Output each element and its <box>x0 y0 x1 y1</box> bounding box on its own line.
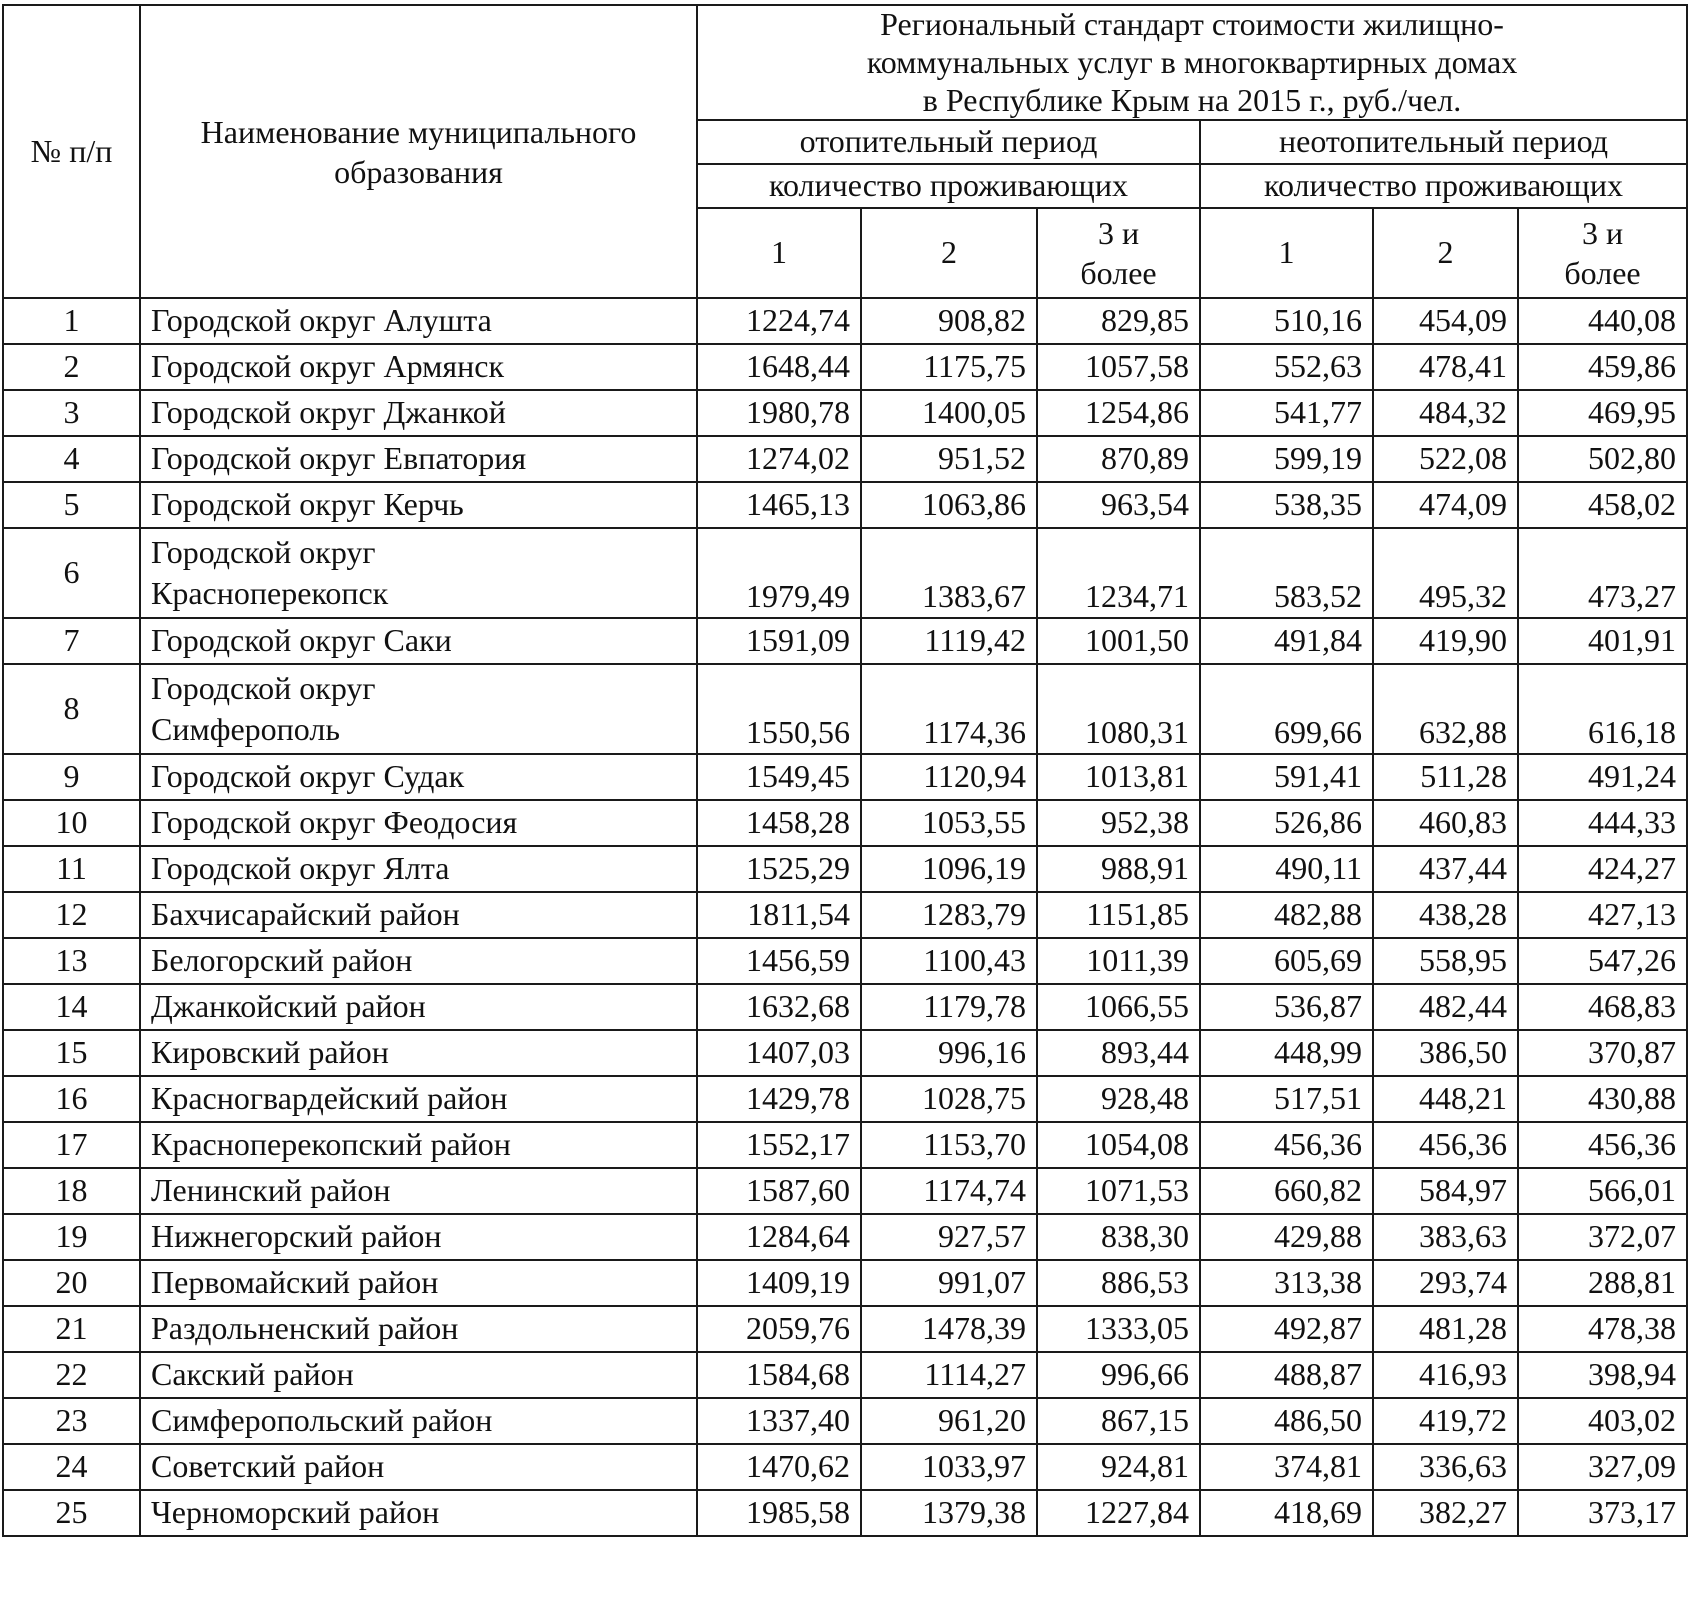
header-non-heating-period: неотопительный период <box>1200 120 1687 164</box>
municipality-name <box>140 846 697 892</box>
nonheating-3plus-value: 398,94 <box>1518 1352 1687 1398</box>
heating-1-value: 1980,78 <box>697 390 861 436</box>
nonheating-2-value: 460,83 <box>1373 800 1518 846</box>
nonheating-2-value: 438,28 <box>1373 892 1518 938</box>
header-number-column: № п/п <box>3 5 140 298</box>
row-number: 8 <box>3 664 140 754</box>
municipality-name-line: Сакский район <box>151 1356 354 1393</box>
nonheating-2-value: 522,08 <box>1373 436 1518 482</box>
nonheating-3plus-value: 458,02 <box>1518 482 1687 528</box>
municipality-name-line: Красноперекопск <box>151 575 389 612</box>
row-number: 18 <box>3 1168 140 1214</box>
nonheating-2-value: 558,95 <box>1373 938 1518 984</box>
heating-2-value: 961,20 <box>861 1398 1037 1444</box>
heating-3plus-value: 1054,08 <box>1037 1122 1200 1168</box>
table-row <box>3 1030 1687 1076</box>
heating-3plus-value: 1151,85 <box>1037 892 1200 938</box>
heating-2-value: 1114,27 <box>861 1352 1037 1398</box>
table-row <box>3 800 1687 846</box>
header-heating-three-plus <box>1037 208 1200 298</box>
nonheating-2-value: 456,36 <box>1373 1122 1518 1168</box>
nonheating-3plus-value: 473,27 <box>1518 528 1687 618</box>
heating-1-value: 1632,68 <box>697 984 861 1030</box>
header-nonheating-two-residents: 2 <box>1373 208 1518 298</box>
nonheating-2-value: 419,90 <box>1373 618 1518 664</box>
row-number: 4 <box>3 436 140 482</box>
row-number: 2 <box>3 344 140 390</box>
nonheating-1-value: 699,66 <box>1200 664 1373 754</box>
heating-1-value: 1337,40 <box>697 1398 861 1444</box>
municipality-name-line: Городской округ <box>151 669 376 706</box>
table-row <box>3 846 1687 892</box>
heating-3plus-value: 928,48 <box>1037 1076 1200 1122</box>
nonheating-3plus-value: 478,38 <box>1518 1306 1687 1352</box>
header-nonheating-one-resident: 1 <box>1200 208 1373 298</box>
heating-3plus-value: 870,89 <box>1037 436 1200 482</box>
municipality-name <box>140 800 697 846</box>
nonheating-3plus-value: 468,83 <box>1518 984 1687 1030</box>
heating-3plus-value: 1013,81 <box>1037 754 1200 800</box>
municipality-name-line: Бахчисарайский район <box>151 896 460 933</box>
municipality-name <box>140 754 697 800</box>
heating-3plus-value: 988,91 <box>1037 846 1200 892</box>
nonheating-3plus-value: 372,07 <box>1518 1214 1687 1260</box>
row-number: 25 <box>3 1490 140 1536</box>
municipality-name-line: Нижнегорский район <box>151 1218 442 1255</box>
nonheating-3plus-value: 373,17 <box>1518 1490 1687 1536</box>
nonheating-1-value: 456,36 <box>1200 1122 1373 1168</box>
nonheating-2-value: 454,09 <box>1373 298 1518 344</box>
table-row <box>3 938 1687 984</box>
table-row <box>3 1168 1687 1214</box>
row-number: 3 <box>3 390 140 436</box>
heating-2-value: 1028,75 <box>861 1076 1037 1122</box>
municipality-name <box>140 390 697 436</box>
heating-3plus-value: 924,81 <box>1037 1444 1200 1490</box>
heating-3plus-value: 1227,84 <box>1037 1490 1200 1536</box>
nonheating-2-value: 482,44 <box>1373 984 1518 1030</box>
heating-2-value: 1283,79 <box>861 892 1037 938</box>
nonheating-3plus-value: 424,27 <box>1518 846 1687 892</box>
nonheating-2-value: 584,97 <box>1373 1168 1518 1214</box>
heating-2-value: 1119,42 <box>861 618 1037 664</box>
municipality-name-line: Советский район <box>151 1448 385 1485</box>
heating-2-value: 996,16 <box>861 1030 1037 1076</box>
municipality-name <box>140 1214 697 1260</box>
table-row <box>3 664 1687 754</box>
header-residents-non-heating: количество проживающих <box>1200 164 1687 208</box>
header-three-line-2: более <box>1564 255 1641 292</box>
heating-1-value: 1591,09 <box>697 618 861 664</box>
municipality-name-line: Симферопольский район <box>151 1402 493 1439</box>
heating-2-value: 1175,75 <box>861 344 1037 390</box>
heating-3plus-value: 1333,05 <box>1037 1306 1200 1352</box>
nonheating-3plus-value: 401,91 <box>1518 618 1687 664</box>
heating-3plus-value: 1234,71 <box>1037 528 1200 618</box>
table-row <box>3 1352 1687 1398</box>
row-number: 23 <box>3 1398 140 1444</box>
header-three-line-1: 3 и <box>1581 215 1624 252</box>
municipality-name-line: Городской округ Саки <box>151 622 452 659</box>
nonheating-1-value: 418,69 <box>1200 1490 1373 1536</box>
nonheating-1-value: 429,88 <box>1200 1214 1373 1260</box>
nonheating-1-value: 486,50 <box>1200 1398 1373 1444</box>
heating-3plus-value: 829,85 <box>1037 298 1200 344</box>
heating-1-value: 1274,02 <box>697 436 861 482</box>
municipality-name-line: Городской округ Евпатория <box>151 440 527 477</box>
nonheating-2-value: 511,28 <box>1373 754 1518 800</box>
nonheating-3plus-value: 370,87 <box>1518 1030 1687 1076</box>
row-number: 19 <box>3 1214 140 1260</box>
nonheating-2-value: 495,32 <box>1373 528 1518 618</box>
heating-2-value: 1174,74 <box>861 1168 1037 1214</box>
heating-3plus-value: 996,66 <box>1037 1352 1200 1398</box>
nonheating-1-value: 510,16 <box>1200 298 1373 344</box>
municipality-name-line: Раздольненский район <box>151 1310 459 1347</box>
heating-3plus-value: 886,53 <box>1037 1260 1200 1306</box>
nonheating-1-value: 491,84 <box>1200 618 1373 664</box>
nonheating-1-value: 605,69 <box>1200 938 1373 984</box>
municipality-name-line: Красноперекопский район <box>151 1126 511 1163</box>
heating-1-value: 1584,68 <box>697 1352 861 1398</box>
municipality-name <box>140 1168 697 1214</box>
table-row <box>3 1306 1687 1352</box>
nonheating-3plus-value: 288,81 <box>1518 1260 1687 1306</box>
table-row <box>3 1214 1687 1260</box>
table-row <box>3 390 1687 436</box>
header-three-line-2: более <box>1080 255 1157 292</box>
heating-2-value: 908,82 <box>861 298 1037 344</box>
nonheating-2-value: 474,09 <box>1373 482 1518 528</box>
table-row <box>3 298 1687 344</box>
nonheating-1-value: 660,82 <box>1200 1168 1373 1214</box>
table-row <box>3 528 1687 618</box>
heating-2-value: 1063,86 <box>861 482 1037 528</box>
row-number: 12 <box>3 892 140 938</box>
heating-1-value: 1407,03 <box>697 1030 861 1076</box>
nonheating-1-value: 374,81 <box>1200 1444 1373 1490</box>
nonheating-2-value: 419,72 <box>1373 1398 1518 1444</box>
row-number: 14 <box>3 984 140 1030</box>
nonheating-2-value: 484,32 <box>1373 390 1518 436</box>
heating-2-value: 1379,38 <box>861 1490 1037 1536</box>
row-number: 16 <box>3 1076 140 1122</box>
heating-3plus-value: 1001,50 <box>1037 618 1200 664</box>
municipality-name-line: Городской округ Судак <box>151 758 465 795</box>
heating-1-value: 1465,13 <box>697 482 861 528</box>
heating-2-value: 1100,43 <box>861 938 1037 984</box>
row-number: 7 <box>3 618 140 664</box>
municipality-name-line: Симферополь <box>151 711 340 748</box>
heating-2-value: 951,52 <box>861 436 1037 482</box>
row-number: 1 <box>3 298 140 344</box>
heating-3plus-value: 952,38 <box>1037 800 1200 846</box>
heating-2-value: 1174,36 <box>861 664 1037 754</box>
municipality-name-line: Джанкойский район <box>151 988 426 1025</box>
table-row <box>3 618 1687 664</box>
municipality-name <box>140 1306 697 1352</box>
nonheating-2-value: 481,28 <box>1373 1306 1518 1352</box>
header-title-line-2: коммунальных услуг в многоквартирных домах <box>866 43 1518 80</box>
nonheating-1-value: 448,99 <box>1200 1030 1373 1076</box>
heating-2-value: 991,07 <box>861 1260 1037 1306</box>
header-title-line-1: Региональный стандарт стоимости жилищно- <box>880 6 1504 42</box>
municipality-name-line: Ленинский район <box>151 1172 391 1209</box>
municipality-name-line: Красногвардейский район <box>151 1080 508 1117</box>
municipality-name-line: Городской округ Феодосия <box>151 804 518 841</box>
heating-2-value: 1096,19 <box>861 846 1037 892</box>
row-number: 22 <box>3 1352 140 1398</box>
municipality-name-line: Первомайский район <box>151 1264 439 1301</box>
municipality-name <box>140 482 697 528</box>
municipality-name-line: Городской округ Керчь <box>151 486 464 523</box>
municipality-name <box>140 1260 697 1306</box>
nonheating-1-value: 492,87 <box>1200 1306 1373 1352</box>
row-number: 21 <box>3 1306 140 1352</box>
municipality-name <box>140 1030 697 1076</box>
heating-3plus-value: 1254,86 <box>1037 390 1200 436</box>
heating-1-value: 1550,56 <box>697 664 861 754</box>
municipality-name-line: Городской округ <box>151 533 376 570</box>
heating-3plus-value: 963,54 <box>1037 482 1200 528</box>
heating-2-value: 1478,39 <box>861 1306 1037 1352</box>
row-number: 24 <box>3 1444 140 1490</box>
nonheating-1-value: 538,35 <box>1200 482 1373 528</box>
municipality-name <box>140 892 697 938</box>
heating-2-value: 1383,67 <box>861 528 1037 618</box>
municipality-name <box>140 1490 697 1536</box>
nonheating-1-value: 526,86 <box>1200 800 1373 846</box>
heating-2-value: 1053,55 <box>861 800 1037 846</box>
municipality-name <box>140 344 697 390</box>
municipality-name <box>140 1076 697 1122</box>
nonheating-1-value: 583,52 <box>1200 528 1373 618</box>
nonheating-3plus-value: 327,09 <box>1518 1444 1687 1490</box>
nonheating-2-value: 437,44 <box>1373 846 1518 892</box>
heating-1-value: 1409,19 <box>697 1260 861 1306</box>
nonheating-1-value: 599,19 <box>1200 436 1373 482</box>
heating-1-value: 1587,60 <box>697 1168 861 1214</box>
heating-1-value: 2059,76 <box>697 1306 861 1352</box>
nonheating-1-value: 488,87 <box>1200 1352 1373 1398</box>
nonheating-2-value: 382,27 <box>1373 1490 1518 1536</box>
municipality-name <box>140 664 697 754</box>
heating-1-value: 1224,74 <box>697 298 861 344</box>
nonheating-2-value: 632,88 <box>1373 664 1518 754</box>
nonheating-3plus-value: 547,26 <box>1518 938 1687 984</box>
heating-1-value: 1470,62 <box>697 1444 861 1490</box>
header-heating-period: отопительный период <box>697 120 1200 164</box>
header-heating-two-residents: 2 <box>861 208 1037 298</box>
table-row <box>3 482 1687 528</box>
nonheating-3plus-value: 444,33 <box>1518 800 1687 846</box>
heating-1-value: 1458,28 <box>697 800 861 846</box>
row-number: 17 <box>3 1122 140 1168</box>
municipality-name <box>140 1398 697 1444</box>
nonheating-2-value: 448,21 <box>1373 1076 1518 1122</box>
table-row <box>3 1076 1687 1122</box>
heating-1-value: 1525,29 <box>697 846 861 892</box>
municipality-name <box>140 1444 697 1490</box>
header-residents-heating: количество проживающих <box>697 164 1200 208</box>
nonheating-2-value: 478,41 <box>1373 344 1518 390</box>
nonheating-3plus-value: 491,24 <box>1518 754 1687 800</box>
municipality-name-line: Городской округ Ялта <box>151 850 450 887</box>
heating-1-value: 1648,44 <box>697 344 861 390</box>
nonheating-1-value: 536,87 <box>1200 984 1373 1030</box>
header-heating-one-resident: 1 <box>697 208 861 298</box>
nonheating-1-value: 482,88 <box>1200 892 1373 938</box>
heating-1-value: 1552,17 <box>697 1122 861 1168</box>
header-title <box>697 5 1687 120</box>
municipality-name-line: Белогорский район <box>151 942 413 979</box>
nonheating-1-value: 517,51 <box>1200 1076 1373 1122</box>
municipality-name-line: Черноморский район <box>151 1494 440 1531</box>
nonheating-2-value: 383,63 <box>1373 1214 1518 1260</box>
municipality-name <box>140 1352 697 1398</box>
nonheating-1-value: 313,38 <box>1200 1260 1373 1306</box>
table-row <box>3 344 1687 390</box>
nonheating-3plus-value: 456,36 <box>1518 1122 1687 1168</box>
heating-1-value: 1456,59 <box>697 938 861 984</box>
nonheating-2-value: 386,50 <box>1373 1030 1518 1076</box>
row-number: 5 <box>3 482 140 528</box>
heating-2-value: 927,57 <box>861 1214 1037 1260</box>
nonheating-2-value: 416,93 <box>1373 1352 1518 1398</box>
municipality-name <box>140 984 697 1030</box>
row-number: 13 <box>3 938 140 984</box>
municipality-name-line: Городской округ Джанкой <box>151 394 506 431</box>
heating-2-value: 1179,78 <box>861 984 1037 1030</box>
nonheating-2-value: 293,74 <box>1373 1260 1518 1306</box>
row-number: 6 <box>3 528 140 618</box>
nonheating-1-value: 552,63 <box>1200 344 1373 390</box>
heating-3plus-value: 867,15 <box>1037 1398 1200 1444</box>
heating-2-value: 1120,94 <box>861 754 1037 800</box>
header-name-column <box>140 5 697 298</box>
heating-1-value: 1549,45 <box>697 754 861 800</box>
heating-1-value: 1284,64 <box>697 1214 861 1260</box>
row-number: 20 <box>3 1260 140 1306</box>
heating-3plus-value: 1066,55 <box>1037 984 1200 1030</box>
heating-3plus-value: 1057,58 <box>1037 344 1200 390</box>
table-row <box>3 436 1687 482</box>
header-title-line-3: в Республике Крым на 2015 г., руб./чел. <box>922 81 1462 118</box>
row-number: 15 <box>3 1030 140 1076</box>
nonheating-1-value: 541,77 <box>1200 390 1373 436</box>
table-row <box>3 1490 1687 1536</box>
header-nonheating-three-plus <box>1518 208 1687 298</box>
municipality-name-line: Городской округ Армянск <box>151 348 505 385</box>
heating-2-value: 1400,05 <box>861 390 1037 436</box>
nonheating-3plus-value: 427,13 <box>1518 892 1687 938</box>
table-row <box>3 1122 1687 1168</box>
table-row <box>3 892 1687 938</box>
municipality-name <box>140 618 697 664</box>
nonheating-3plus-value: 502,80 <box>1518 436 1687 482</box>
heating-1-value: 1811,54 <box>697 892 861 938</box>
row-number: 10 <box>3 800 140 846</box>
municipality-name <box>140 1122 697 1168</box>
nonheating-1-value: 591,41 <box>1200 754 1373 800</box>
table-row <box>3 984 1687 1030</box>
municipality-name <box>140 436 697 482</box>
table-row <box>3 1444 1687 1490</box>
municipality-name-line: Городской округ Алушта <box>151 302 492 339</box>
heating-3plus-value: 893,44 <box>1037 1030 1200 1076</box>
heating-3plus-value: 1011,39 <box>1037 938 1200 984</box>
table-row <box>3 1260 1687 1306</box>
nonheating-3plus-value: 566,01 <box>1518 1168 1687 1214</box>
municipality-name-line: Кировский район <box>151 1034 389 1071</box>
municipality-name <box>140 528 697 618</box>
nonheating-2-value: 336,63 <box>1373 1444 1518 1490</box>
heating-1-value: 1429,78 <box>697 1076 861 1122</box>
nonheating-3plus-value: 616,18 <box>1518 664 1687 754</box>
nonheating-3plus-value: 469,95 <box>1518 390 1687 436</box>
row-number: 11 <box>3 846 140 892</box>
header-name-text: Наименование муниципального образования <box>200 113 637 190</box>
table-row <box>3 1398 1687 1444</box>
nonheating-1-value: 490,11 <box>1200 846 1373 892</box>
heating-3plus-value: 838,30 <box>1037 1214 1200 1260</box>
nonheating-3plus-value: 403,02 <box>1518 1398 1687 1444</box>
row-number: 9 <box>3 754 140 800</box>
heating-1-value: 1979,49 <box>697 528 861 618</box>
heating-3plus-value: 1071,53 <box>1037 1168 1200 1214</box>
nonheating-3plus-value: 430,88 <box>1518 1076 1687 1122</box>
housing-cost-standard-table <box>2 4 1688 1537</box>
heating-1-value: 1985,58 <box>697 1490 861 1536</box>
heating-3plus-value: 1080,31 <box>1037 664 1200 754</box>
table-row <box>3 754 1687 800</box>
municipality-name <box>140 938 697 984</box>
header-three-line-1: 3 и <box>1097 215 1140 252</box>
nonheating-3plus-value: 440,08 <box>1518 298 1687 344</box>
heating-2-value: 1033,97 <box>861 1444 1037 1490</box>
municipality-name <box>140 298 697 344</box>
nonheating-3plus-value: 459,86 <box>1518 344 1687 390</box>
heating-2-value: 1153,70 <box>861 1122 1037 1168</box>
